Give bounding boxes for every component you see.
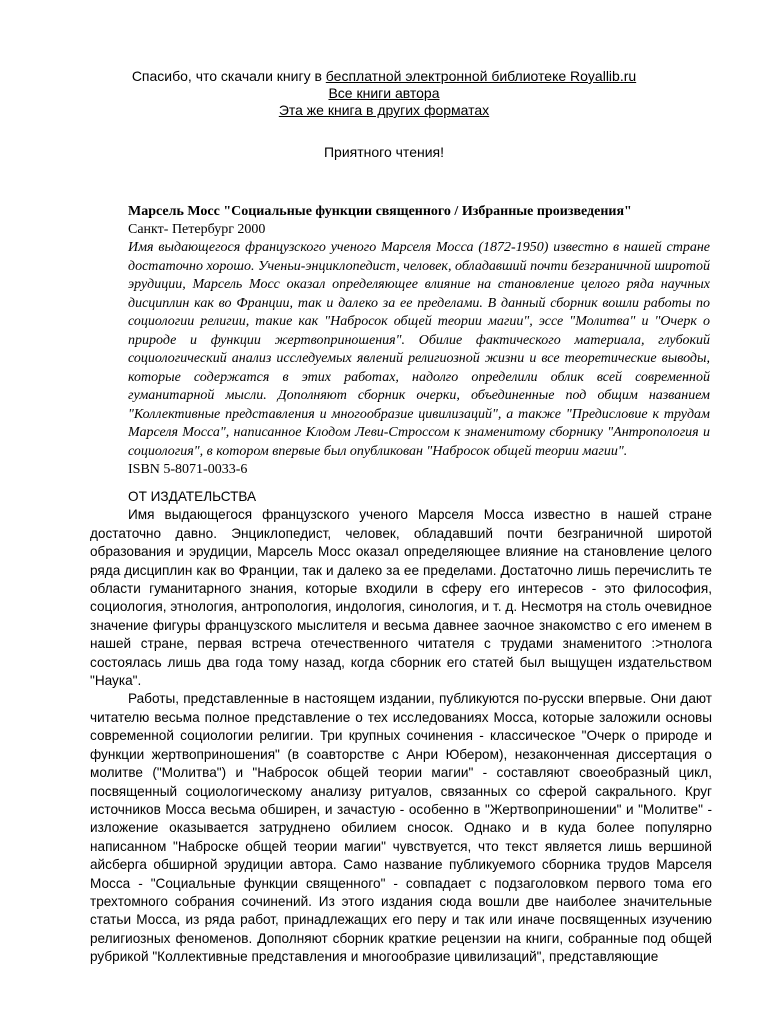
enjoy-reading-text: Приятного чтения! — [323, 144, 444, 160]
other-formats-link[interactable]: Эта же книга в других форматах — [278, 102, 490, 118]
all-books-line — [0, 85, 768, 102]
book-place-year: Санкт- Петербург 2000 — [128, 222, 266, 237]
all-books-link[interactable]: Все книги автора — [328, 85, 440, 101]
thanks-line — [0, 68, 768, 85]
book-info — [128, 203, 710, 479]
library-link[interactable]: бесплатной электронной библиотеке Royallib.ru — [325, 68, 637, 84]
publisher-section — [90, 488, 712, 967]
publisher-heading: ОТ ИЗДАТЕЛЬСТВА — [128, 489, 257, 504]
thanks-text: Спасибо, что скачали книгу в — [131, 68, 322, 84]
book-annotation: Имя выдающегося французского ученого Марселя Мосса (1872-1950) известно в нашей стране достаточно хорошо. Ученьи-энциклопедист, человек, обладавший почти безграничной широтой эрудиции, Марсель Мосс оказал определяющее влияние на становление целого ряда научных дисциплин как во Франции, так и далеко за ее пределами. В данный сборник вошли работы по социологии религии, такие как "Набросок общей теории магии", эссе "Молитва" и "Очерк о природе и функции жертвоприношения". Обилие фактического материала, глубокий социологический анализ исследуемых явлений религиозной жизни и все теоретические выводы, которые содержатся в этих работах, надолго определили облик всей современной гуманитарной мысли. Дополняют сборник очерки, объединенные под общим названием "Коллективные представления и многообразие цивилизаций", а также "Предисловие к трудам Марселя Мосса", написанное Клодом Леви-Строссом к знаменитому сборнику "Антропология и социология", в котором впервые был опубликован "Набросок общей теории магии". — [128, 240, 710, 459]
other-formats-line — [0, 102, 768, 119]
publisher-paragraph-1: Имя выдающегося французского ученого Марселя Мосса известно в нашей стране достаточно давно. Энциклопедист, человек, обладавший почти безграничной широтой образования и эрудиции, Марсель Мосс оказал определяющее влияние на становление целого ряда дисциплин как во Франции, так и далеко за ее пределами. Достаточно лишь перечислить те области гуманитарного знания, которые входили в сферу его интересов - это философия, социология, этнология, антропология, индология, синология, и т. д. Несмотря на столь очевидное значение фигуры французского мыслителя и весьма давнее заочное знакомство с его именем в нашей стране, первая встреча отечественного читателя с трудами знаменитого :>тнолога состоялась лишь два года тому назад, когда сборник его статей был выщущен издательством "Наука". — [90, 507, 712, 689]
header-spacer — [0, 119, 768, 144]
library-header — [0, 68, 768, 161]
publisher-paragraph-2: Работы, представленные в настоящем издании, публикуются по-русски впервые. Они дают читателю весьма полное представление о тех исследованиях Мосса, которые заложили основы современной социологии религии. Три крупных сочинения - классическое "Очерк о природе и функции жертвоприношения" (в соавторстве с Анри Юбером), незаконченная диссертация о молитве ("Молитва") и "Набросок общей теории магии" - составляют своеобразный цикл, посвященный социологическому анализу ритуалов, связанных со сферой сакрального. Круг источников Мосса весьма обширен, и зачастую - особенно в "Жертвоприношении" и "Молитве" - изложение оказывается затруднено обилием сносок. Однако и в куда более популярно написанном "Наброске общей теории магии" чувствуется, что текст является лишь вершиной айсберга обширной эрудиции автора. Само название публикуемого сборника трудов Марселя Мосса - "Социальные функции священного" - совпадает с подзаголовком первого тома его трехтомного собрания сочинений. Из этого издания сюда вошли две наиболее значительные статьи Мосса, из ряда работ, принадлежащих его перу и так или иначе посвященных изучению религиозных феноменов. Дополняют сборник краткие рецензии на книги, собранные под общей рубрикой "Коллективные представления и многообразие цивилизаций", представляющие — [90, 691, 712, 965]
book-title: Марсель Мосс "Социальные функции священного / Избранные произведения" — [128, 204, 632, 219]
book-isbn: ISBN 5-8071-0033-6 — [128, 462, 248, 477]
